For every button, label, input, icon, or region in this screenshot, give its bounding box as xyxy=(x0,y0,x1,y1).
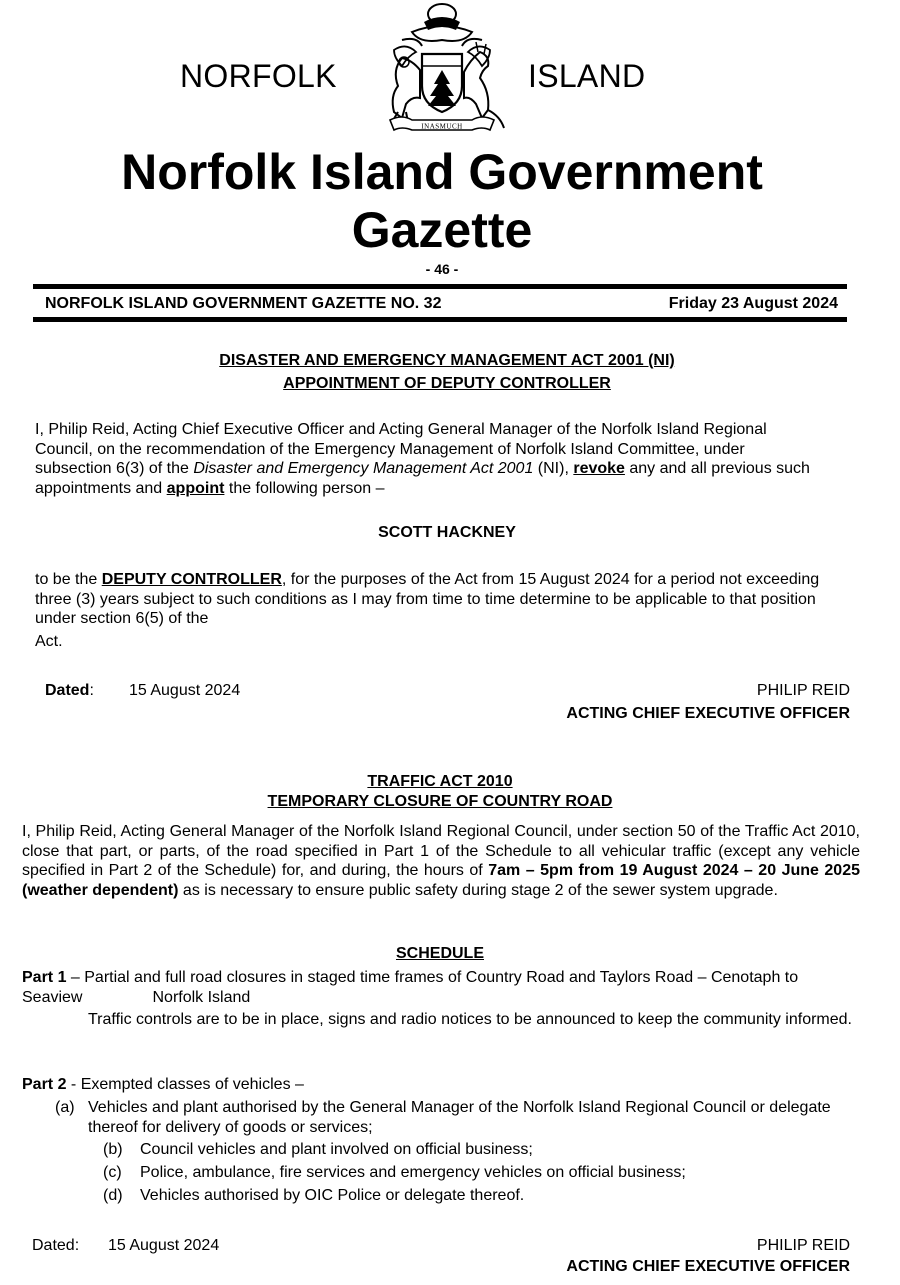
motto-text: INASMUCH xyxy=(421,122,463,131)
exemption-d-text: Vehicles authorised by OIC Police or delegate thereof. xyxy=(140,1187,525,1204)
masthead-norfolk: NORFOLK xyxy=(180,58,337,94)
notice2-dated-value: 15 August 2024 xyxy=(108,1237,220,1254)
notice2-dated-label: Dated: xyxy=(32,1237,80,1254)
schedule-heading: SCHEDULE xyxy=(395,945,484,962)
gazette-number: NORFOLK ISLAND GOVERNMENT GAZETTE NO. 32 xyxy=(45,295,442,312)
notice2-heading-act: TRAFFIC ACT 2010 xyxy=(367,773,513,790)
appointee-name: SCOTT HACKNEY xyxy=(378,524,516,541)
bottom-rule xyxy=(33,317,847,322)
masthead-island: ISLAND xyxy=(528,58,646,94)
notice2-signatory-title: ACTING CHIEF EXECUTIVE OFFICER xyxy=(566,1258,850,1275)
notice1-appointment-text: to be the DEPUTY CONTROLLER, for the purposes of the Act from 15 August 2024 for a period not exceeding three (3) years subject to such conditions as I may from time to time determine to be applicable to that position under section 6(5) of the Act. xyxy=(35,571,820,650)
schedule-part1: Part 1 – Partial and full road closures in staged time frames of Country Road and Taylors Road – Cenotaph to Seaview Norfolk Island xyxy=(22,969,799,1006)
exemption-b-text: Council vehicles and plant involved on official business; xyxy=(140,1141,533,1158)
top-rule xyxy=(33,284,847,289)
notice2-heading-title: TEMPORARY CLOSURE OF COUNTRY ROAD xyxy=(267,793,613,810)
notice1-signatory-title: ACTING CHIEF EXECUTIVE OFFICER xyxy=(566,705,850,722)
gazette-date: Friday 23 August 2024 xyxy=(668,295,838,312)
exemption-a-text: Vehicles and plant authorised by the General Manager of the Norfolk Island Regional Council or delegate thereof for delivery of goods or services; xyxy=(88,1099,831,1136)
notice1-heading-title: APPOINTMENT OF DEPUTY CONTROLLER xyxy=(283,375,611,392)
notice2-paragraph: I, Philip Reid, Acting General Manager of the Norfolk Island Regional Council, under section 50 of the Traffic Act 2010, close that part, or parts, of the road specified in Part 1 of the Schedule to all vehicular traffic (except any vehicle specified in Part 2 of the Schedule) for, and during, the hours of 7am – 5pm from 19 August 2024 – 20 June 2025 (weather dependent) as is necessary to ensure public safety during stage 2 of the sewer system upgrade. xyxy=(22,823,861,899)
coat-of-arms-crest xyxy=(372,0,512,138)
exemption-b-label: (b) xyxy=(103,1141,123,1158)
notice1-dated-value: 15 August 2024 xyxy=(129,682,241,699)
notice1-heading-act: DISASTER AND EMERGENCY MANAGEMENT ACT 2001 (NI) xyxy=(219,352,675,369)
exemption-c-label: (c) xyxy=(103,1164,122,1181)
page-number: - 46 - xyxy=(425,261,459,277)
schedule-part1-note: Traffic controls are to be in place, signs and radio notices to be announced to keep the community informed. xyxy=(88,1011,852,1028)
schedule-part2: Part 2 - Exempted classes of vehicles – xyxy=(22,1076,304,1093)
exemption-c-text: Police, ambulance, fire services and emergency vehicles on official business; xyxy=(140,1164,686,1181)
notice2-signatory-name: PHILIP REID xyxy=(756,1237,850,1254)
notice1-paragraph: I, Philip Reid, Acting Chief Executive Officer and Acting General Manager of the Norfolk Island Regional Council, on the recommendation of the Emergency Management of Norfolk Island Committee, under subsection 6(3) of the Disaster and Emergency Management Act 2001 (NI), revoke any and all previous such appointments and appoint the following person – xyxy=(35,421,810,497)
exemption-d-label: (d) xyxy=(103,1187,123,1204)
gazette-title-line1: Norfolk Island Government xyxy=(121,144,763,200)
notice1-dated-label: Dated xyxy=(45,682,90,699)
notice1-signatory-name: PHILIP REID xyxy=(756,682,850,699)
gazette-title-line2: Gazette xyxy=(351,202,533,258)
exemption-a-label: (a) xyxy=(55,1099,75,1116)
